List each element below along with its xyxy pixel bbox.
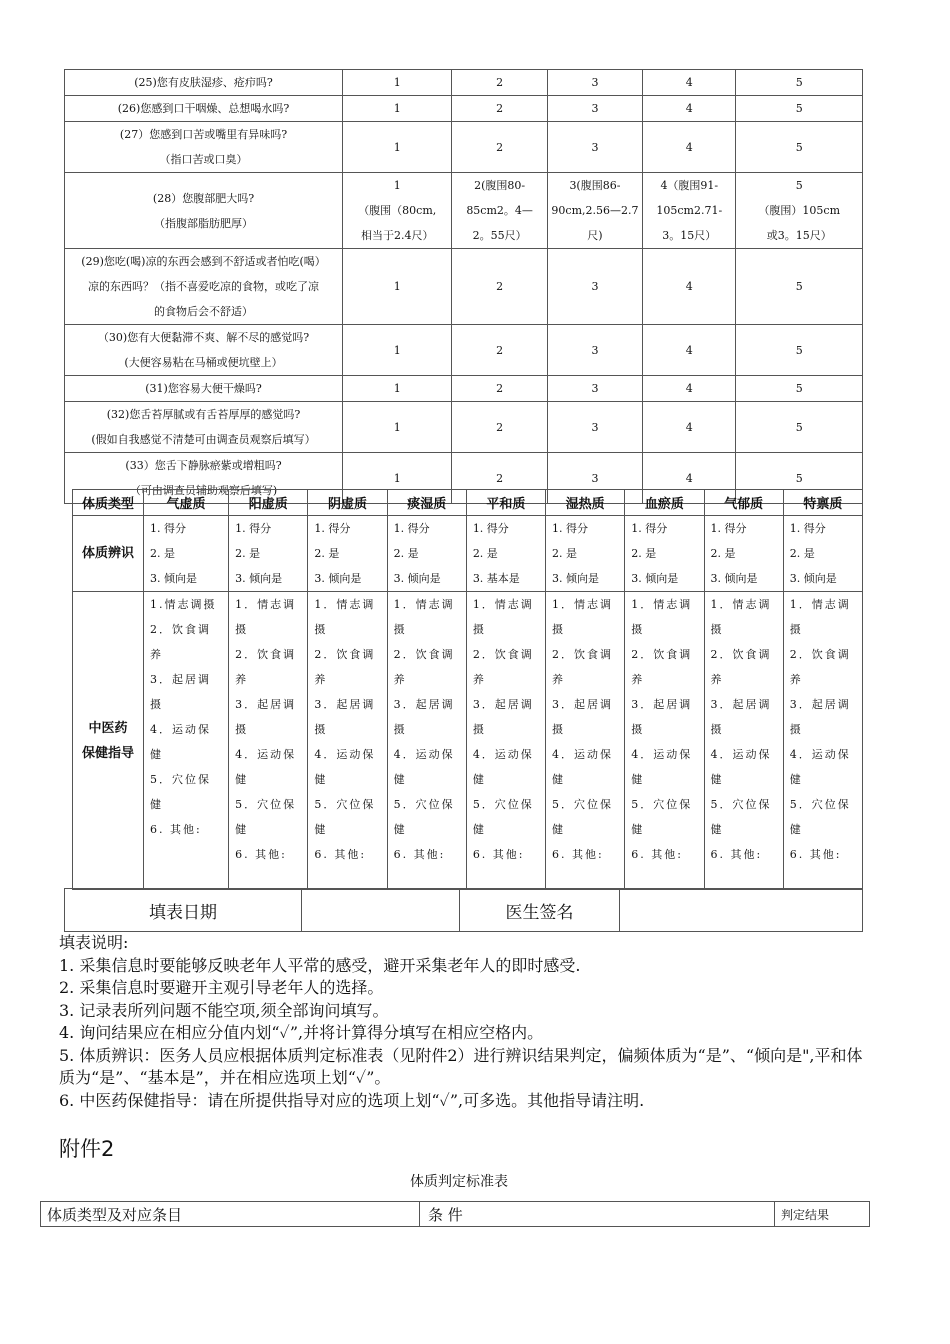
guide-option[interactable]: 3．起居调	[631, 698, 693, 711]
guide-option[interactable]: 健	[393, 773, 407, 786]
identify-option[interactable]: 2. 是	[631, 547, 657, 560]
score-option-2[interactable]: 2(腹围80- 85cm2。4— 2。55尺）	[452, 173, 547, 249]
score-option-3[interactable]: 3	[547, 70, 642, 96]
guide-option[interactable]: 1.情志调摄	[150, 598, 217, 611]
guide-option[interactable]: 1．情志调	[235, 598, 297, 611]
guide-option[interactable]: 健	[150, 748, 163, 761]
question-text: (32)您舌苔厚腻或有舌苔厚厚的感觉吗? (假如自我感觉不清楚可由调查员观察后填写）	[65, 402, 343, 453]
guide-option[interactable]: 摄	[552, 623, 566, 636]
guide-option[interactable]: 健	[235, 823, 249, 836]
guide-option[interactable]: 养	[472, 673, 486, 686]
score-option-3[interactable]: 3	[547, 249, 642, 325]
identify-options[interactable]	[783, 516, 862, 592]
score-option-1[interactable]: 1	[343, 453, 452, 504]
question-row	[65, 70, 863, 96]
identify-option[interactable]: 3. 倾向是	[552, 572, 600, 585]
instruction-item: 1. 采集信息时要能够反映老年人平常的感受，避开采集老年人的即时感受.	[59, 955, 581, 975]
guide-option[interactable]: 2．饮食调	[393, 648, 455, 661]
score-option-1[interactable]: 1	[343, 96, 452, 122]
score-option-4[interactable]: 4	[643, 376, 736, 402]
guide-options[interactable]	[387, 592, 466, 890]
score-option-5[interactable]: 5 （腹围）105cm 或3。15尺）	[736, 173, 863, 249]
guide-option[interactable]: 养	[314, 673, 328, 686]
score-option-1[interactable]: 1 （腹围（80cm, 相当于2.4尺）	[343, 173, 452, 249]
guide-option[interactable]: 健	[789, 823, 803, 836]
guide-option[interactable]: 健	[552, 823, 566, 836]
guide-option[interactable]: 5．穴位保	[789, 798, 851, 811]
fill-instructions	[59, 932, 869, 1112]
question-text: （30)您有大便黏滞不爽、解不尽的感觉吗? (大便容易粘在马桶或便坑壁上）	[65, 325, 343, 376]
doctor-sign-label: 医生签名	[460, 889, 620, 932]
question-row	[65, 96, 863, 122]
identify-option[interactable]: 3. 倾向是	[314, 572, 362, 585]
score-option-1[interactable]: 1	[343, 122, 452, 173]
criteria-col-result: 判定结果	[775, 1202, 870, 1227]
guide-option[interactable]: 健	[631, 773, 645, 786]
identify-option[interactable]: 1. 得分	[314, 522, 351, 535]
identify-option[interactable]: 1. 得分	[710, 522, 747, 535]
guide-option[interactable]: 摄	[789, 723, 803, 736]
identify-option[interactable]: 2. 是	[314, 547, 340, 560]
identify-options[interactable]	[229, 516, 308, 592]
guide-option[interactable]: 6. 其他:	[710, 848, 763, 861]
question-row	[65, 173, 863, 249]
type-header-2: 阳虚质	[229, 490, 308, 516]
question-row	[65, 402, 863, 453]
question-text: (25)您有皮肤湿疹、疮疖吗?	[65, 70, 343, 96]
guide-option[interactable]: 4．运动保	[150, 723, 211, 736]
guide-option[interactable]: 6. 其他:	[314, 848, 367, 861]
score-option-4[interactable]: 4	[643, 70, 736, 96]
score-option-5[interactable]: 5	[736, 376, 863, 402]
score-option-4[interactable]: 4	[643, 325, 736, 376]
guide-option[interactable]: 1．情志调	[393, 598, 455, 611]
type-header-3: 阴虚质	[308, 490, 387, 516]
score-option-5[interactable]: 5	[736, 122, 863, 173]
identify-option[interactable]: 2. 是	[789, 547, 815, 560]
identify-options[interactable]	[308, 516, 387, 592]
identify-option[interactable]: 2. 是	[235, 547, 261, 560]
guide-option[interactable]: 2．饮食调	[710, 648, 772, 661]
guide-option[interactable]: 养	[393, 673, 407, 686]
attachment-title: 体质判定标准表	[410, 1174, 508, 1190]
guide-row-label: 中医药 保健指导	[73, 592, 144, 890]
guide-option[interactable]: 摄	[631, 623, 645, 636]
identify-option[interactable]: 2. 是	[393, 547, 419, 560]
guide-option[interactable]: 2．饮食调	[552, 648, 614, 661]
guide-option[interactable]: 养	[552, 673, 566, 686]
guide-option[interactable]: 5．穴位保	[393, 798, 455, 811]
score-option-2[interactable]: 2	[452, 453, 547, 504]
guide-option[interactable]: 5．穴位保	[631, 798, 693, 811]
guide-option[interactable]: 1．情志调	[789, 598, 851, 611]
signature-table	[64, 888, 863, 932]
guide-options[interactable]	[625, 592, 704, 890]
guide-option[interactable]: 摄	[789, 623, 803, 636]
fill-date-field[interactable]	[302, 889, 460, 932]
guide-option[interactable]: 6. 其他:	[789, 848, 842, 861]
identify-option[interactable]: 3. 基本是	[472, 572, 520, 585]
criteria-col-condition: 条 件	[420, 1202, 775, 1227]
score-option-3[interactable]: 3(腹围86- 90cm,2.56—2.7 尺)	[547, 173, 642, 249]
guide-options[interactable]	[466, 592, 545, 890]
guide-options[interactable]	[144, 592, 229, 890]
question-text: (28）您腹部肥大吗? （指腹部脂肪肥厚）	[65, 173, 343, 249]
identify-option[interactable]: 3. 倾向是	[393, 572, 441, 585]
guide-option[interactable]: 养	[235, 673, 249, 686]
guide-option[interactable]: 养	[150, 648, 163, 661]
guide-option[interactable]: 2．饮食调	[314, 648, 376, 661]
score-option-2[interactable]: 2	[452, 122, 547, 173]
guide-options[interactable]	[229, 592, 308, 890]
identify-options[interactable]	[387, 516, 466, 592]
guide-option[interactable]: 健	[150, 798, 163, 811]
guide-option[interactable]: 6. 其他:	[235, 848, 287, 861]
guide-option[interactable]: 5．穴位保	[235, 798, 297, 811]
identify-option[interactable]: 3. 倾向是	[710, 572, 758, 585]
guide-option[interactable]: 3．起居调	[552, 698, 614, 711]
identify-options[interactable]	[546, 516, 625, 592]
score-option-4[interactable]: 4	[643, 249, 736, 325]
score-option-2[interactable]: 2	[452, 249, 547, 325]
type-header-label: 体质类型	[73, 490, 144, 516]
guide-option[interactable]: 5．穴位保	[710, 798, 772, 811]
score-option-2[interactable]: 2	[452, 325, 547, 376]
guide-option[interactable]: 4．运动保	[552, 748, 614, 761]
score-option-5[interactable]: 5	[736, 453, 863, 504]
identify-option[interactable]: 2. 是	[552, 547, 578, 560]
instruction-item: 2. 采集信息时要避开主观引导老年人的选择。	[59, 978, 384, 997]
guide-option[interactable]: 4．运动保	[789, 748, 851, 761]
score-option-1[interactable]: 1	[343, 249, 452, 325]
identify-options[interactable]	[704, 516, 783, 592]
guide-option[interactable]: 2．饮食调	[150, 623, 211, 636]
notes-title: 填表说明:	[59, 933, 129, 952]
guide-option[interactable]: 2．饮食调	[789, 648, 851, 661]
guide-option[interactable]: 3．起居调	[235, 698, 297, 711]
identify-options[interactable]	[466, 516, 545, 592]
guide-option[interactable]: 5．穴位保	[472, 798, 534, 811]
guide-option[interactable]: 养	[789, 673, 803, 686]
attachment-heading: 附件2	[59, 1137, 115, 1161]
question-text: (33）您舌下静脉瘀紫或增粗吗? （可由调查员辅助观察后填写)	[65, 453, 343, 504]
guide-option[interactable]: 4．运动保	[710, 748, 772, 761]
guide-option[interactable]: 摄	[631, 723, 645, 736]
guide-option[interactable]: 健	[631, 823, 645, 836]
guide-option[interactable]: 6. 其他:	[552, 848, 604, 861]
question-row	[65, 325, 863, 376]
guide-option[interactable]: 健	[314, 773, 328, 786]
question-text: (26)您感到口干咽燥、总想喝水吗?	[65, 96, 343, 122]
fill-date-label: 填表日期	[65, 889, 302, 932]
instruction-item: 3. 记录表所列问题不能空项,须全部询问填写。	[59, 1000, 389, 1020]
guide-option[interactable]: 2．饮食调	[235, 648, 297, 661]
score-option-3[interactable]: 3	[547, 402, 642, 453]
question-row	[65, 122, 863, 173]
score-option-4[interactable]: 4	[643, 96, 736, 122]
identify-option[interactable]: 1. 得分	[472, 522, 509, 535]
type-header-4: 痰湿质	[387, 490, 466, 516]
type-header-8: 气郁质	[704, 490, 783, 516]
guide-option[interactable]: 健	[235, 773, 249, 786]
guide-option[interactable]: 健	[789, 773, 803, 786]
guide-option[interactable]: 4．运动保	[314, 748, 376, 761]
score-option-1[interactable]: 1	[343, 325, 452, 376]
score-option-4[interactable]: 4	[643, 402, 736, 453]
guide-options[interactable]	[308, 592, 387, 890]
question-text: (29)您吃(喝)凉的东西会感到不舒适或者怕吃(喝） 凉的东西吗？（指不喜爱吃凉的食物，或吃了凉 的食物后会不舒适）	[65, 249, 343, 325]
score-option-5[interactable]: 5	[736, 325, 863, 376]
score-option-4[interactable]: 4	[643, 122, 736, 173]
identify-option[interactable]: 1. 得分	[789, 522, 826, 535]
guide-option[interactable]: 摄	[472, 723, 486, 736]
identify-options[interactable]	[144, 516, 229, 592]
score-option-2[interactable]: 2	[452, 70, 547, 96]
guide-options[interactable]	[783, 592, 862, 890]
guide-option[interactable]: 1．情志调	[552, 598, 614, 611]
identify-row-label: 体质辨识	[73, 516, 144, 592]
score-option-3[interactable]: 3	[547, 96, 642, 122]
identify-option[interactable]: 1. 得分	[631, 522, 668, 535]
guide-option[interactable]: 1．情志调	[314, 598, 376, 611]
type-header-9: 特禀质	[783, 490, 862, 516]
guide-option[interactable]: 养	[631, 673, 645, 686]
guide-option[interactable]: 摄	[150, 698, 163, 711]
instruction-item: 5. 体质辨识：医务人员应根据体质判定标准表（见附件2）进行辨识结果判定，偏频体质为“是”、“倾向是",平和体质为“是”、“基本是”，并在相应选项上划“✓”。	[59, 1045, 863, 1087]
score-option-3[interactable]: 3	[547, 376, 642, 402]
guide-option[interactable]: 3．起居调	[710, 698, 772, 711]
score-option-4[interactable]: 4（腹围91- 105cm2.71- 3。15尺）	[643, 173, 736, 249]
identify-option[interactable]: 1. 得分	[235, 522, 272, 535]
identify-option[interactable]: 2. 是	[472, 547, 498, 560]
score-option-3[interactable]: 3	[547, 122, 642, 173]
guide-option[interactable]: 摄	[552, 723, 566, 736]
guide-option[interactable]: 2．饮食调	[472, 648, 534, 661]
identify-option[interactable]: 3. 倾向是	[150, 572, 197, 585]
score-option-1[interactable]: 1	[343, 70, 452, 96]
score-option-5[interactable]: 5	[736, 96, 863, 122]
score-option-3[interactable]: 3	[547, 325, 642, 376]
guide-option[interactable]: 健	[472, 773, 486, 786]
guide-option[interactable]: 5．穴位保	[314, 798, 376, 811]
question-text: (31)您容易大便干燥吗?	[65, 376, 343, 402]
guide-option[interactable]: 6. 其他:	[631, 848, 683, 861]
type-header-1: 气虚质	[144, 490, 229, 516]
guide-options[interactable]	[546, 592, 625, 890]
guide-option[interactable]: 摄	[314, 723, 328, 736]
identify-option[interactable]: 2. 是	[150, 547, 175, 560]
guide-option[interactable]: 摄	[710, 723, 724, 736]
score-option-2[interactable]: 2	[452, 402, 547, 453]
guide-option[interactable]: 摄	[314, 623, 328, 636]
guide-option[interactable]: 3．起居调	[314, 698, 376, 711]
doctor-sign-field[interactable]	[620, 889, 863, 932]
guide-option[interactable]: 摄	[235, 723, 249, 736]
score-option-3[interactable]: 3	[547, 453, 642, 504]
instruction-item: 6. 中医药保健指导：请在所提供指导对应的选项上划“✓”,可多选。其他指导请注明.	[59, 1090, 645, 1110]
guide-option[interactable]: 6. 其他:	[472, 848, 525, 861]
guide-option[interactable]: 5．穴位保	[552, 798, 614, 811]
score-option-1[interactable]: 1	[343, 376, 452, 402]
guide-option[interactable]: 健	[710, 823, 724, 836]
guide-option[interactable]: 6. 其他:	[150, 823, 202, 836]
guide-option[interactable]: 摄	[235, 623, 249, 636]
type-header-7: 血瘀质	[625, 490, 704, 516]
guide-option[interactable]: 健	[393, 823, 407, 836]
identify-option[interactable]: 3. 倾向是	[789, 572, 837, 585]
guide-option[interactable]: 3．起居调	[393, 698, 455, 711]
criteria-col-type: 体质类型及对应条目	[41, 1202, 420, 1227]
identify-option[interactable]: 3. 倾向是	[631, 572, 679, 585]
question-row	[65, 249, 863, 325]
guide-options[interactable]	[704, 592, 783, 890]
guide-option[interactable]: 1．情志调	[710, 598, 772, 611]
score-option-2[interactable]: 2	[452, 376, 547, 402]
guide-option[interactable]: 摄	[710, 623, 724, 636]
guide-option[interactable]: 1．情志调	[631, 598, 693, 611]
constitution-table	[72, 489, 863, 890]
score-option-4[interactable]: 4	[643, 453, 736, 504]
question-row	[65, 376, 863, 402]
guide-option[interactable]: 5．穴位保	[150, 773, 211, 786]
identify-option[interactable]: 2. 是	[710, 547, 736, 560]
guide-option[interactable]: 养	[710, 673, 724, 686]
guide-option[interactable]: 健	[552, 773, 566, 786]
identify-option[interactable]: 1. 得分	[150, 522, 186, 535]
identify-option[interactable]: 1. 得分	[552, 522, 589, 535]
guide-option[interactable]: 4．运动保	[235, 748, 297, 761]
type-header-6: 湿热质	[546, 490, 625, 516]
guide-option[interactable]: 3．起居调	[150, 673, 211, 686]
guide-option[interactable]: 健	[314, 823, 328, 836]
guide-option[interactable]: 摄	[393, 723, 407, 736]
guide-option[interactable]: 3．起居调	[472, 698, 534, 711]
score-option-1[interactable]: 1	[343, 402, 452, 453]
score-option-5[interactable]: 5	[736, 249, 863, 325]
score-option-5[interactable]: 5	[736, 70, 863, 96]
score-option-5[interactable]: 5	[736, 402, 863, 453]
guide-option[interactable]: 4．运动保	[472, 748, 534, 761]
guide-option[interactable]: 6. 其他:	[393, 848, 446, 861]
guide-option[interactable]: 4．运动保	[393, 748, 455, 761]
identify-options[interactable]	[625, 516, 704, 592]
guide-option[interactable]: 摄	[393, 623, 407, 636]
guide-option[interactable]: 4．运动保	[631, 748, 693, 761]
guide-option[interactable]: 1．情志调	[472, 598, 534, 611]
type-header-5: 平和质	[466, 490, 545, 516]
score-option-2[interactable]: 2	[452, 96, 547, 122]
guide-option[interactable]: 摄	[472, 623, 486, 636]
identify-option[interactable]: 3. 倾向是	[235, 572, 283, 585]
question-text: (27）您感到口苦或嘴里有异味吗? （指口苦或口臭）	[65, 122, 343, 173]
instruction-item: 4. 询问结果应在相应分值内划“✓”,并将计算得分填写在相应空格内。	[59, 1023, 544, 1042]
criteria-table	[40, 1201, 870, 1227]
guide-option[interactable]: 3．起居调	[789, 698, 851, 711]
guide-option[interactable]: 健	[472, 823, 486, 836]
questionnaire-table	[64, 69, 863, 504]
guide-option[interactable]: 健	[710, 773, 724, 786]
identify-option[interactable]: 1. 得分	[393, 522, 430, 535]
guide-option[interactable]: 2．饮食调	[631, 648, 693, 661]
